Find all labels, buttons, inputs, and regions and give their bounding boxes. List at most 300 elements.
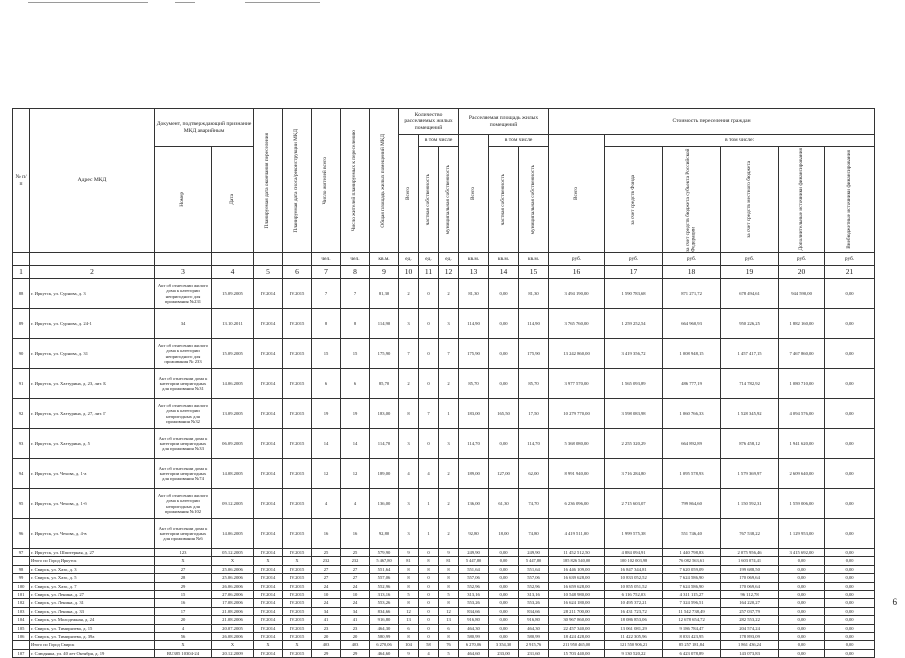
cell-s1: 5 447,80	[459, 557, 489, 565]
cell-s1: 464,60	[459, 649, 489, 657]
cell-c2: 0	[419, 607, 439, 615]
cell-a: 580,99	[370, 632, 399, 640]
column-number: 6	[283, 266, 312, 279]
table-row	[13, 459, 875, 489]
cell-r2: 16	[341, 519, 370, 549]
cell-doc: 28	[155, 574, 212, 582]
cell-c3: 76	[439, 641, 459, 649]
cell-date: 20.12.2009	[212, 649, 254, 657]
col-date: Дата	[212, 147, 254, 253]
cell-c3: 13	[439, 616, 459, 624]
cell-v19: 714 782,92	[721, 369, 779, 399]
cell-doc: Акт об отнесении жилого дома к категории непригодных для проживания №102	[155, 489, 212, 519]
cell-s1: 114,70	[459, 429, 489, 459]
cell-s3: 834,66	[519, 607, 549, 615]
col-residents: Число жителей всего	[312, 109, 341, 253]
cell-r2: 8	[341, 309, 370, 339]
table-row	[13, 399, 875, 429]
cell-a: 5 467,80	[370, 557, 399, 565]
cell-v21: 0,00	[825, 632, 875, 640]
cell-p1: IV.2014	[254, 582, 283, 590]
cell-n: 94	[13, 459, 30, 489]
cell-s1: 189,00	[459, 459, 489, 489]
col-count-incl: в том числе	[419, 135, 459, 147]
cell-v21: 0,00	[825, 339, 875, 369]
cell-c3: 2	[439, 489, 459, 519]
cell-s2: 0,00	[489, 549, 519, 557]
cell-p2: IV.2015	[283, 599, 312, 607]
cell-v16: 3 494 190,00	[549, 279, 605, 309]
cell-s3: 580,99	[519, 632, 549, 640]
table-row	[13, 607, 875, 615]
cell-p1: IV.2014	[254, 459, 283, 489]
table-row	[13, 649, 875, 657]
cell-v21: 0,00	[825, 459, 875, 489]
cell-date: 25.06.2006	[212, 574, 254, 582]
cell-r1: 14	[312, 429, 341, 459]
cell-c3: 8	[439, 582, 459, 590]
cell-s3: 464,30	[519, 624, 549, 632]
cell-a: 6 270,06	[370, 641, 399, 649]
cell-c3: 9	[439, 549, 459, 557]
cell-r1: 16	[312, 519, 341, 549]
col-extra: Дополнительные источники финансирования	[779, 147, 825, 253]
cell-p2: IV.2015	[283, 549, 312, 557]
cell-v20: 0,00	[779, 641, 825, 649]
cell-c1: 2	[399, 279, 419, 309]
cell-s3: 175,90	[519, 339, 549, 369]
table-row	[13, 549, 875, 557]
cell-date: 05.12.2005	[212, 549, 254, 557]
cell-c3: 1	[439, 399, 459, 429]
cell-s2: 0,00	[489, 607, 519, 615]
cell-p2: IV.2015	[283, 309, 312, 339]
table-row	[13, 574, 875, 582]
cell-date: 14.06.2005	[212, 519, 254, 549]
cell-c3: 2	[439, 459, 459, 489]
cell-p2: IV.2015	[283, 649, 312, 657]
cell-v17: 6 116 752,03	[605, 590, 663, 598]
cell-s1: 114,90	[459, 309, 489, 339]
cell-n: 95	[13, 489, 30, 519]
cell-v18: 11 542 738,49	[663, 607, 721, 615]
cell-r2: 14	[341, 429, 370, 459]
cell-c3: 2	[439, 279, 459, 309]
cell-doc: 56	[155, 632, 212, 640]
cell-p2: IV.2015	[283, 429, 312, 459]
table-row	[13, 624, 875, 632]
cell-r2: 41	[341, 616, 370, 624]
cell-s2: 0,00	[489, 582, 519, 590]
cell-c1: 3	[399, 519, 419, 549]
cell-s2: 0,00	[489, 557, 519, 565]
col-area-total: Общая площадь жилых помещений МКД	[370, 109, 399, 253]
cell-a: 464,30	[370, 624, 399, 632]
units-row	[13, 253, 875, 266]
cell-c2: 0	[419, 429, 439, 459]
cell-r2: 15	[341, 339, 370, 369]
unit-cell: руб.	[605, 253, 663, 266]
cell-s1: 551,64	[459, 565, 489, 573]
cell-v20: 1 882 160,00	[779, 309, 825, 339]
cell-s1: 553,26	[459, 599, 489, 607]
table-row	[13, 429, 875, 459]
subtotal-row	[13, 641, 875, 649]
cell-v18: 486 777,19	[663, 369, 721, 399]
cell-c1: 13	[399, 616, 419, 624]
cell-p2: IV.2015	[283, 624, 312, 632]
cell-r2: 24	[341, 599, 370, 607]
cell-v17: 2 255 320,29	[605, 429, 663, 459]
cell-v21: 0,00	[825, 429, 875, 459]
cell-doc: Акт об отнесении жилого дома к категории непригодных для проживания №32	[155, 399, 212, 429]
cell-addr: г. Свирск, ул. Тимирязева, д. 15	[30, 624, 155, 632]
column-number: 8	[341, 266, 370, 279]
column-number: 7	[312, 266, 341, 279]
cell-c1: 8	[399, 399, 419, 429]
cell-c2: 0	[419, 574, 439, 582]
cell-v16: 4 419 511,00	[549, 519, 605, 549]
cell-c2: 8	[419, 557, 439, 565]
col-area-municipal: муниципальная собственность	[519, 147, 549, 253]
cell-v17: 2 715 603,07	[605, 489, 663, 519]
cell-c2: 1	[419, 519, 439, 549]
cell-v21: 0,00	[825, 607, 875, 615]
cell-v21: 0,00	[825, 565, 875, 573]
col-area-private: частная собственность	[489, 147, 519, 253]
cell-n: 104	[13, 616, 30, 624]
cell-c2: 8	[419, 565, 439, 573]
cell-v18: 9 186 784,47	[663, 624, 721, 632]
cell-doc: 16	[155, 599, 212, 607]
cell-s3: 81,30	[519, 279, 549, 309]
cell-r1: 27	[312, 565, 341, 573]
table-row	[13, 565, 875, 573]
cell-r1: 15	[312, 339, 341, 369]
col-local: за счет средств местного бюджета	[721, 147, 779, 253]
cell-v21: 0,00	[825, 399, 875, 429]
cell-r2: 34	[341, 607, 370, 615]
cell-doc: 15	[155, 590, 212, 598]
cell-c1: 9	[399, 549, 419, 557]
cell-date: 09.12.2005	[212, 489, 254, 519]
cell-addr: г. Свирск, ул. Хазо, д. 7	[30, 582, 155, 590]
cell-v20: 0,00	[779, 607, 825, 615]
column-number: 14	[489, 266, 519, 279]
cell-p2: IV.2015	[283, 369, 312, 399]
cell-v16: 10 548 980,00	[549, 590, 605, 598]
cell-s1: 6 270,06	[459, 641, 489, 649]
cell-v20: 0,00	[779, 565, 825, 573]
col-cost: Стоимость переселения граждан	[549, 109, 875, 135]
cell-v19: 950 226,25	[721, 309, 779, 339]
cell-s2: 0,00	[489, 339, 519, 369]
cell-s2: 0,00	[489, 599, 519, 607]
cell-c1: 8	[399, 565, 419, 573]
cell-s1: 834,66	[459, 607, 489, 615]
unit-cell: руб.	[663, 253, 721, 266]
cell-a: 557,06	[370, 574, 399, 582]
cell-v20: 7 467 860,00	[779, 339, 825, 369]
scan-mark-mid	[175, 2, 195, 3]
unit-cell: руб.	[549, 253, 605, 266]
cell-p2: IV.2015	[283, 574, 312, 582]
unit-cell: руб.	[721, 253, 779, 266]
cell-p1: IV.2014	[254, 369, 283, 399]
cell-v18: 664 960,93	[663, 309, 721, 339]
cell-v19: 257 037,79	[721, 607, 779, 615]
cell-c3: 5	[439, 649, 459, 657]
cell-s1: 249,90	[459, 549, 489, 557]
table-row	[13, 339, 875, 369]
cell-s3: 114,70	[519, 429, 549, 459]
cell-p1: IV.2014	[254, 339, 283, 369]
cell-n: 100	[13, 582, 30, 590]
cell-v18: 1 060 766,33	[663, 399, 721, 429]
column-number: 9	[370, 266, 399, 279]
cell-c1: 8	[399, 574, 419, 582]
cell-v18: 4 311 115,27	[663, 590, 721, 598]
cell-v16: 15 703 440,00	[549, 649, 605, 657]
page-number: 6	[892, 597, 897, 607]
cell-c3: 3	[439, 429, 459, 459]
cell-c2: 58	[419, 641, 439, 649]
cell-v21: 0,00	[825, 616, 875, 624]
cell-n: 99	[13, 574, 30, 582]
column-number: 20	[779, 266, 825, 279]
unit-cell: руб.	[779, 253, 825, 266]
cell-c2: 0	[419, 582, 439, 590]
cell-c1: 3	[399, 309, 419, 339]
cell-v19: 767 538,22	[721, 519, 779, 549]
cell-c3: 7	[439, 339, 459, 369]
cell-v18: 551 746,40	[663, 519, 721, 549]
cell-r2: 20	[341, 632, 370, 640]
cell-date: 26.08.2006	[212, 632, 254, 640]
cell-a: 553,26	[370, 599, 399, 607]
cell-v18: 6 423 078,89	[663, 649, 721, 657]
cell-doc: Акт об отнесении жилого дома к категории непригодного для проживания № 233	[155, 339, 212, 369]
unit-cell: кв.м.	[489, 253, 519, 266]
column-number: 12	[439, 266, 459, 279]
cell-p1: IV.2014	[254, 489, 283, 519]
cell-v21: 0,00	[825, 582, 875, 590]
cell-n	[13, 641, 30, 649]
cell-n: 97	[13, 549, 30, 557]
cell-v16: 8 991 940,00	[549, 459, 605, 489]
cell-s3: 17,50	[519, 399, 549, 429]
cell-c2: 0	[419, 624, 439, 632]
cell-v17: 16 431 723,72	[605, 607, 663, 615]
cell-p1: IV.2014	[254, 616, 283, 624]
cell-a: 189,00	[370, 459, 399, 489]
cell-c2: 0	[419, 309, 439, 339]
cell-doc: Акт об отнесении дома к категории непригодных для проживания №33	[155, 429, 212, 459]
cell-n: 102	[13, 599, 30, 607]
cell-c1: 8	[399, 599, 419, 607]
cell-s2: 0,00	[489, 565, 519, 573]
scan-mark-right	[245, 2, 320, 3]
cell-v16: 3 977 570,00	[549, 369, 605, 399]
cell-v16: 16 446 109,00	[549, 565, 605, 573]
unit-cell: кв.м.	[519, 253, 549, 266]
cell-p2: IV.2015	[283, 459, 312, 489]
cell-r1: 4	[312, 489, 341, 519]
cell-s1: 552,96	[459, 582, 489, 590]
cell-c3: 81	[439, 557, 459, 565]
cell-v17: 9 130 520,22	[605, 649, 663, 657]
cell-r1: 403	[312, 641, 341, 649]
cell-p2: IV.2015	[283, 565, 312, 573]
col-residents-plan: Число жителей планируемых к переселению	[341, 109, 370, 253]
cell-v20: 944 590,00	[779, 279, 825, 309]
cell-s3: 553,26	[519, 599, 549, 607]
cell-r1: 27	[312, 574, 341, 582]
cell-v19: 282 553,22	[721, 616, 779, 624]
cell-addr: г. Иркутск, ул. Чехова, д. 4-в	[30, 519, 155, 549]
cell-n: 98	[13, 565, 30, 573]
col-area-total2: Всего	[459, 135, 489, 253]
cell-doc: 4	[155, 624, 212, 632]
cell-s3: 5 447,80	[519, 557, 549, 565]
table-body	[13, 279, 875, 658]
cell-v21: 0,00	[825, 599, 875, 607]
cell-s3: 551,64	[519, 565, 549, 573]
cell-date: 06.09.2005	[212, 429, 254, 459]
cell-v18: 7 624 586,90	[663, 574, 721, 582]
cell-addr: г. Иркутск, ул. Хазтурина, д. 5	[30, 429, 155, 459]
cell-addr: г. Свирск, ул. Хазо, д. 3	[30, 565, 155, 573]
cell-v21: 0,00	[825, 590, 875, 598]
cell-v20: 1 080 710,00	[779, 369, 825, 399]
cell-n: 93	[13, 429, 30, 459]
unit-cell: ед.	[399, 253, 419, 266]
cell-s1: 92,80	[459, 519, 489, 549]
cell-v21: 0,00	[825, 574, 875, 582]
cell-doc: 34	[155, 309, 212, 339]
cell-n: 89	[13, 309, 30, 339]
cell-c1: 4	[399, 459, 419, 489]
cell-v20: 0,00	[779, 557, 825, 565]
cell-addr: г. Иркутск, ул. Хазтурина, д. 23, лит. Б	[30, 369, 155, 399]
cell-v20: 2 609 640,00	[779, 459, 825, 489]
cell-c2: 0	[419, 549, 439, 557]
cell-v17: 1 565 093,89	[605, 369, 663, 399]
cell-addr: Итого по Город Иркутск	[30, 557, 155, 565]
col-plan-demolish: Планируемая дата сноса/реконструкции МКД	[283, 109, 312, 253]
cell-v19: 2 075 956,46	[721, 549, 779, 557]
cell-addr: г. Свирск, ул. Хазо, д. 5	[30, 574, 155, 582]
cell-v20: 4 094 576,00	[779, 399, 825, 429]
cell-c1: 104	[399, 641, 419, 649]
cell-v17: 1 999 575,38	[605, 519, 663, 549]
cell-r2: 403	[341, 641, 370, 649]
column-number: 16	[549, 266, 605, 279]
unit-cell: ед.	[439, 253, 459, 266]
scan-mark-left	[28, 2, 148, 3]
cell-v16: 16 659 628,00	[549, 582, 605, 590]
cell-v16: 6 236 096,00	[549, 489, 605, 519]
cell-v19: 678 494,61	[721, 279, 779, 309]
cell-c3: 2	[439, 519, 459, 549]
cell-c2: 0	[419, 599, 439, 607]
column-number: 4	[212, 266, 254, 279]
cell-n: 90	[13, 339, 30, 369]
cell-c3: 12	[439, 607, 459, 615]
cell-v17: 3 419 356,72	[605, 339, 663, 369]
cell-a: 579,90	[370, 549, 399, 557]
col-cost-incl: в том числе:	[605, 135, 875, 147]
cell-v18: 799 864,60	[663, 489, 721, 519]
cell-v20: 3 415 692,00	[779, 549, 825, 557]
cell-s2: 127,00	[489, 459, 519, 489]
cell-r1: 20	[312, 632, 341, 640]
cell-s2: 3 354,30	[489, 641, 519, 649]
cell-s3: 313,16	[519, 590, 549, 598]
cell-date: 20.07.2005	[212, 624, 254, 632]
cell-addr: г. Свирск, ул. Молодежная, д. 24	[30, 616, 155, 624]
cell-v19: 1 861 436,24	[721, 641, 779, 649]
cell-p1: IV.2014	[254, 565, 283, 573]
cell-s1: 557,06	[459, 574, 489, 582]
cell-s2: 18,00	[489, 519, 519, 549]
cell-c2: 0	[419, 339, 439, 369]
cell-s2: 233,00	[489, 649, 519, 657]
col-count-private: частная собственность	[419, 147, 439, 253]
cell-s3: 557,06	[519, 574, 549, 582]
cell-r1: 10	[312, 590, 341, 598]
cell-v19: 1 150 592,31	[721, 489, 779, 519]
cell-c1: 7	[399, 339, 419, 369]
cell-s2: 165,50	[489, 399, 519, 429]
cell-p1: IV.2014	[254, 549, 283, 557]
cell-v17: 121 550 906,21	[605, 641, 663, 649]
column-number: 19	[721, 266, 779, 279]
cell-s3: 85,70	[519, 369, 549, 399]
cell-r2: 23	[341, 624, 370, 632]
cell-s2: 0,00	[489, 632, 519, 640]
cell-v21: 0,00	[825, 519, 875, 549]
cell-p2: IV.2015	[283, 519, 312, 549]
cell-s2: 61,30	[489, 489, 519, 519]
table-row	[13, 590, 875, 598]
cell-r1: 12	[312, 459, 341, 489]
table-row	[13, 309, 875, 339]
cell-v16: 16 639 628,00	[549, 574, 605, 582]
unit-cell: кв.м.	[370, 253, 399, 266]
column-number: 2	[30, 266, 155, 279]
cell-date: 21.08.2006	[212, 607, 254, 615]
cell-p1: IV.2014	[254, 632, 283, 640]
cell-r1: 25	[312, 549, 341, 557]
cell-addr: г. Иркутск, ул. Хазтурина, д. 27, лит. Г	[30, 399, 155, 429]
cell-r1: 23	[312, 624, 341, 632]
col-plan-end: Планируемая дата окончания переселения	[254, 109, 283, 253]
cell-s1: 136,00	[459, 489, 489, 519]
cell-p1: IV.2014	[254, 399, 283, 429]
cell-addr: г. Иркутск, ул. Чехова, д. 1-б	[30, 489, 155, 519]
cell-c2: 7	[419, 399, 439, 429]
cell-s3: 74,70	[519, 489, 549, 519]
cell-v17: 3 716 284,80	[605, 459, 663, 489]
cell-r2: 10	[341, 590, 370, 598]
cell-r2: 232	[341, 557, 370, 565]
column-number: 15	[519, 266, 549, 279]
cell-c2: 0	[419, 616, 439, 624]
cell-p2: IV.2015	[283, 279, 312, 309]
cell-r2: 19	[341, 399, 370, 429]
cell-r1: 29	[312, 649, 341, 657]
